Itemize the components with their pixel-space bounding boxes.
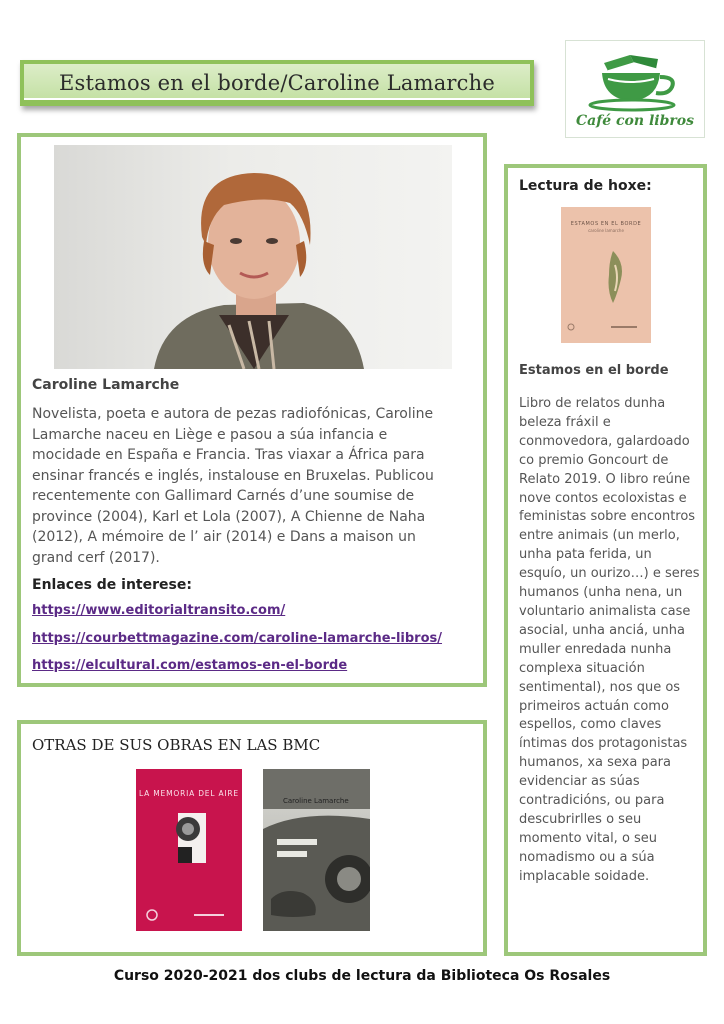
today-book-title: Estamos en el borde xyxy=(519,363,669,378)
book-cover-art xyxy=(136,769,242,931)
cover-subtitle: caroline lamarche xyxy=(588,228,624,233)
other-works-section xyxy=(17,720,487,956)
book-cover-memoria-del-aire xyxy=(136,769,242,931)
title-banner xyxy=(20,60,534,106)
today-reading-section xyxy=(504,164,707,956)
link-el-cultural[interactable]: https://elcultural.com/estamos-en-el-borde xyxy=(32,658,348,673)
links-heading: Enlaces de interese: xyxy=(32,577,192,593)
logo-text: Café con libros xyxy=(576,113,694,129)
book-cover-author: Caroline Lamarche xyxy=(283,797,349,805)
today-book-description: Libro de relatos dunha beleza fráxil e conmovedora, galardoado co premio Goncourt de Relato 2019. O libro reúne nove contos ecoloxistas e feministas sobre encontros entre animais (un merlo, unha pata ferida, un esquío, un ourizo…) e seres humanos (unha nena, un voluntario animalista case asocial, unha anciá, unha muller enredada nunha complexa situación sentimental), nos que os primeiros actuán como espellos, como claves íntimas dos protagonistas humanos, xa sexa para evidenciar as súas contradicións, ou para descubrirlles o seu momento vital, o seu nomadismo ou a súa implacable soidade. xyxy=(519,396,700,884)
link-courbett-magazine[interactable]: https://courbettmagazine.com/caroline-lamarche-libros/ xyxy=(32,631,443,646)
book-cover-photo xyxy=(263,769,370,931)
book-cover-estamos-en-el-borde xyxy=(561,207,651,343)
cover-title: ESTAMOS EN EL BORDE xyxy=(570,221,642,227)
other-works-heading: OTRAS DE SUS OBRAS EN LAS BMC xyxy=(32,736,321,754)
link-editorial-transito[interactable]: https://www.editorialtransito.com/ xyxy=(32,603,286,618)
page-title: Estamos en el borde/Caroline Lamarche xyxy=(59,71,495,95)
book-cover-title: LA MEMORIA DEL AIRE xyxy=(139,789,239,798)
footer-text: Curso 2020-2021 dos clubs de lectura da Biblioteca Os Rosales xyxy=(113,968,611,984)
author-name: Caroline Lamarche xyxy=(32,377,180,393)
cafe-con-libros-logo xyxy=(565,40,705,138)
cover-illustration xyxy=(561,207,651,343)
book-cover-el-dia-del-perro xyxy=(263,769,370,931)
today-heading: Lectura de hoxe: xyxy=(519,178,652,194)
cup-book-icon xyxy=(584,49,688,113)
author-section xyxy=(17,133,487,687)
author-photo xyxy=(54,145,452,369)
author-bio: Novelista, poeta e autora de pezas radiofónicas, Caroline Lamarche naceu en Liège e pasou a súa infancia e mocidade en España e Francia. Tras viaxar a África para ensinar francés e inglés, instalouse en Bruxelas. Publicou recentemente con Gallimard Carnés d’une soumise de province (2004), Karl et Lola (2007), A Chienne de Naha (2012), A mémoire de l’ air (2014) e Dans a maison un grand cerf (2017). xyxy=(32,406,434,566)
portrait-illustration xyxy=(54,145,452,369)
